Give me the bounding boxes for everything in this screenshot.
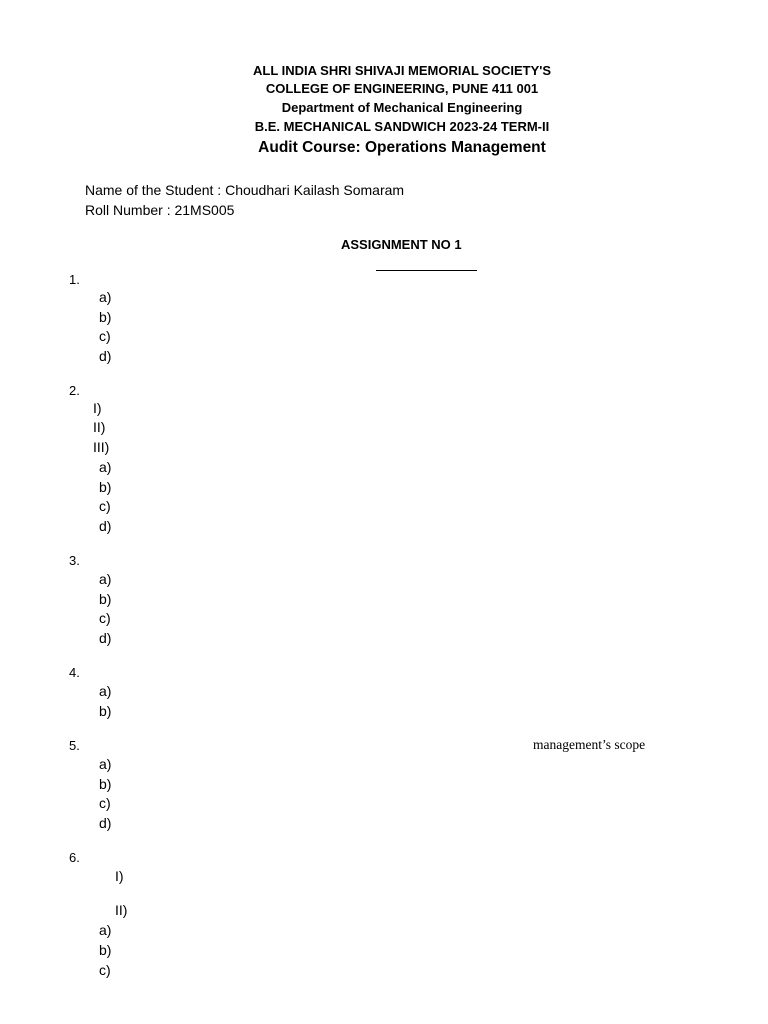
option-label: b) <box>99 591 112 607</box>
course-title: Audit Course: Operations Management <box>258 139 546 156</box>
question-number: 2. <box>69 383 80 398</box>
course-term: B.E. MECHANICAL SANDWICH 2023-24 TERM-II <box>254 119 550 134</box>
option-label: d) <box>99 630 112 646</box>
statement-label: I) <box>115 868 124 884</box>
option-label: a) <box>99 756 112 772</box>
option-label: c) <box>99 610 111 626</box>
assignment-title: ASSIGNMENT NO 1 <box>341 237 462 252</box>
option-label: d) <box>99 815 112 831</box>
student-name: Name of the Student : Choudhari Kailash Somaram <box>85 182 405 198</box>
option-label: b) <box>99 703 112 719</box>
option-label: b) <box>99 309 112 325</box>
option-label: a) <box>99 683 112 699</box>
option-label: a) <box>99 289 112 305</box>
option-label: a) <box>99 571 112 587</box>
roll-number: Roll Number : 21MS005 <box>85 202 235 218</box>
option-label: d) <box>99 518 112 534</box>
question-number: 6. <box>69 850 80 865</box>
question-text-fragment: management’s scope <box>533 737 646 752</box>
option-label: c) <box>99 328 111 344</box>
option-label: c) <box>99 962 111 978</box>
option-label: a) <box>99 459 112 475</box>
option-label: b) <box>99 479 112 495</box>
department-name: Department of Mechanical Engineering <box>281 100 523 115</box>
statement-label: I) <box>93 400 102 416</box>
statement-label: II) <box>93 419 106 435</box>
statement-label: II) <box>115 902 128 918</box>
option-label: a) <box>99 922 112 938</box>
institution-name: ALL INDIA SHRI SHIVAJI MEMORIAL SOCIETY'S <box>252 63 552 78</box>
option-label: b) <box>99 942 112 958</box>
question-number: 1. <box>69 272 80 287</box>
question-number: 5. <box>69 738 80 753</box>
statement-label: III) <box>93 439 110 455</box>
question-number: 3. <box>69 553 80 568</box>
answer-blank-line <box>376 270 477 271</box>
option-label: b) <box>99 776 112 792</box>
question-number: 4. <box>69 665 80 680</box>
option-label: c) <box>99 795 111 811</box>
college-name: COLLEGE OF ENGINEERING, PUNE 411 001 <box>265 81 539 96</box>
option-label: c) <box>99 498 111 514</box>
option-label: d) <box>99 348 112 364</box>
